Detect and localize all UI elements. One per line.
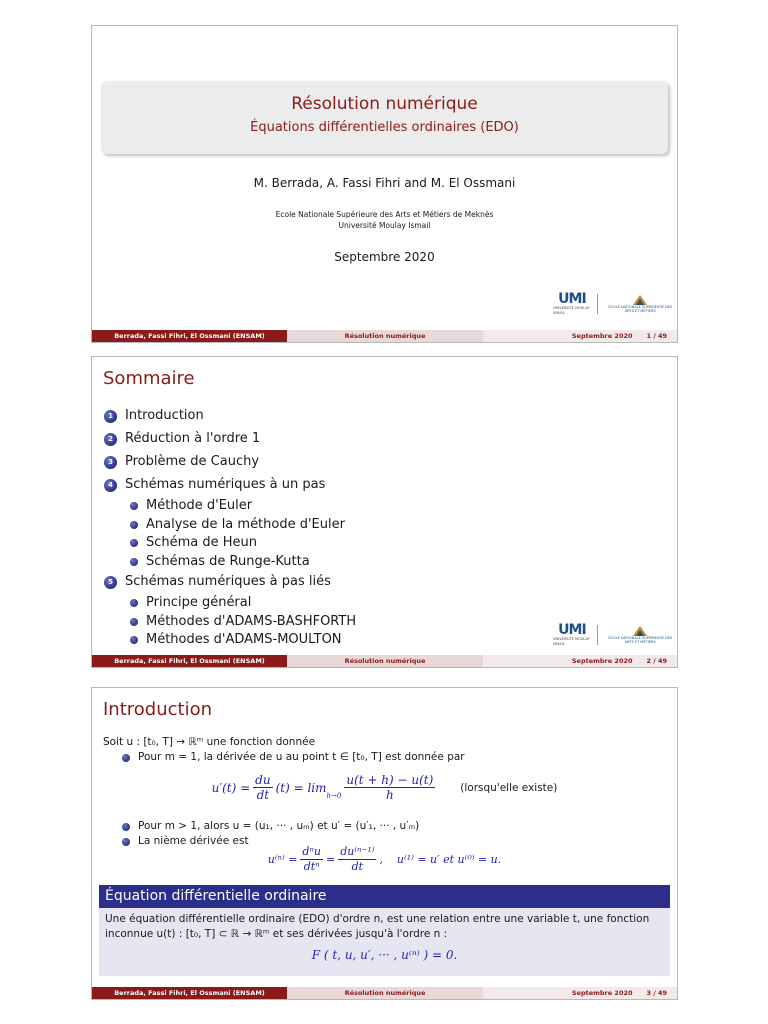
bullet-icon [130,502,138,510]
bullet-icon [130,539,138,547]
ensam-emblem-icon [633,295,647,305]
university-logo [553,292,677,316]
toc-subsection-label: Méthode d'Euler [146,498,253,513]
bullet-icon [130,636,138,644]
institution [92,209,677,231]
slide-title [91,25,678,343]
footer-date: Septembre 2020 [571,332,633,340]
footer-page: 3 / 49 [646,989,667,997]
ensam-emblem-icon [633,626,647,636]
frame-title: Sommaire [103,368,195,389]
bullet-icon [130,558,138,566]
block-title: Équation différentielle ordinaire [99,885,670,908]
umi-mark: UMI [558,291,586,307]
footer-right [483,987,677,999]
eq-denominator: h [385,788,394,802]
presentation-subtitle: Équations différentielles ordinaires (EDO) [250,120,519,135]
toc-section-label: Réduction à l'ordre 1 [125,431,261,447]
eq-numerator: dⁿu [302,845,322,858]
toc-subsection-label: Méthodes d'ADAMS-BASHFORTH [146,613,357,629]
eq-numerator: du⁽ⁿ⁻¹⁾ [340,845,375,858]
bullet-icon [130,618,138,626]
footer-bar [92,655,677,667]
toc-subsection-label: Schéma de Heun [146,535,258,550]
section-number-icon: 5 [104,576,117,589]
toc-section-label: Problème de Cauchy [125,454,260,470]
umi-caption: UNIVERSITÉ MOULAY ISMAÏL [553,306,590,315]
section-number-icon: 2 [104,433,117,446]
institution-line-2: Université Moulay Ismail [338,221,431,230]
section-number-icon: 4 [104,479,117,492]
block-body [99,908,670,976]
toc-section[interactable] [104,428,356,451]
footer-right [483,330,677,342]
logo-divider [597,294,598,314]
bullet-icon [130,599,138,607]
footer-page: 1 / 49 [646,332,667,340]
toc-subsection-label: Schémas de Runge-Kutta [146,553,310,569]
eq-denominator: dt [256,788,270,802]
toc-subsection[interactable] [130,497,356,516]
toc-subsection[interactable] [130,613,356,632]
umi-logo [553,292,591,316]
footer-authors: Berrada, Fassi Fihri, El Ossmani (ENSAM) [92,655,287,667]
eq-denominator: dt [351,860,364,873]
eq-fraction [338,845,376,874]
authors: M. Berrada, A. Fassi Fihri and M. El Ossmani [253,176,516,190]
eq-fraction [253,773,272,802]
footer-bar [92,987,677,999]
eq-limit-sub: h→0 [326,792,342,800]
toc-subsection-label: Méthodes d'ADAMS-MOULTON [146,632,342,647]
umi-logo [553,623,591,647]
block-text: Une équation différentielle ordinaire (EDO) d'ordre n, est une relation entre une variable t, une fonction inconnue u(t) : [t₀, T] ⊂ ℝ → ℝᵐ et ses dérivées jusqu'à l'ordre n : [105,913,650,940]
eq-denominator: dtⁿ [303,860,320,873]
footer-title: Résolution numérique [287,655,483,667]
ensam-caption: ÉCOLE NATIONALE SUPÉRIEURE DES ARTS ET MÉTIERS [608,636,673,644]
footer-authors: Berrada, Fassi Fihri, El Ossmani (ENSAM) [92,330,287,342]
toc-subsection[interactable] [130,631,356,650]
toc-section-label: Introduction [125,408,204,424]
nth-derivative-equation: u⁽ⁿ⁾ = $\frac{\text{dⁿu}}{\text{dtⁿ}}$ = $\frac{\text{du⁽ⁿ⁻¹⁾}}{dt}$ , u⁽¹⁾ = u′ et u⁽⁰⁾ = u. [267,845,502,873]
toc-subsection-label: Principe général [146,595,252,610]
footer-title: Résolution numérique [287,987,483,999]
toc-section[interactable] [104,405,356,428]
toc-section[interactable] [104,451,356,474]
university-logo [553,623,677,647]
bullet-text: Pour m > 1, alors u = (u₁, ··· , uₘ) et u′ = (u′₁, ··· , u′ₘ) [138,820,420,832]
edo-equation: F ( t, u, u′, ··· , u⁽ⁿ⁾ ) = 0. [311,948,458,962]
eq-lhs: u′(t) = [211,780,251,795]
footer-right [483,655,677,667]
presentation-title: Résolution numérique [291,94,478,114]
slide-sommaire [91,356,678,668]
footer-authors: Berrada, Fassi Fihri, El Ossmani (ENSAM) [92,987,287,999]
bullet-icon [130,521,138,529]
section-number-icon: 3 [104,456,117,469]
footer-title: Résolution numérique [287,330,483,342]
eq-fraction [344,773,435,802]
presentation-date: Septembre 2020 [334,250,435,264]
ensam-logo [604,295,677,313]
logo-divider [597,625,598,645]
umi-mark: UMI [558,622,586,638]
toc-section[interactable] [104,474,356,497]
table-of-contents [104,405,356,650]
intro-bullet [122,750,668,765]
eq-limit: (t) = lim [275,780,327,795]
footer-bar [92,330,677,342]
toc-section[interactable] [104,571,356,594]
title-box [101,81,668,154]
toc-subsection[interactable] [130,534,356,553]
ensam-logo [604,626,677,644]
eq-rhs: , u⁽¹⁾ = u′ et u⁽⁰⁾ = u. [379,853,502,866]
eq-numerator: du [255,773,271,787]
bullet-icon [122,754,130,762]
ensam-caption: ÉCOLE NATIONALE SUPÉRIEURE DES ARTS ET MÉTIERS [608,305,673,313]
toc-subsection-label: Analyse de la méthode d'Euler [146,516,345,532]
eq-note: (lorsqu'elle existe) [460,781,558,794]
footer-date: Septembre 2020 [571,657,633,665]
eq-numerator: u(t + h) − u(t) [346,773,434,787]
toc-section-label: Schémas numériques à pas liés [125,574,331,590]
eq-lhs: u⁽ⁿ⁾ = [267,853,298,866]
toc-subsection[interactable] [130,516,356,535]
eq-fraction [300,845,323,874]
toc-subsection[interactable] [130,553,356,572]
bullet-icon [122,823,130,831]
footer-date: Septembre 2020 [571,989,633,997]
section-number-icon: 1 [104,410,117,423]
toc-section-label: Schémas numériques à un pas [125,477,326,493]
intro-text [103,735,668,765]
definition-block [99,885,670,976]
intro-line: Soit u : [t₀, T] → ℝᵐ une fonction donnée [103,736,316,748]
toc-subsection[interactable] [130,594,356,613]
umi-caption: UNIVERSITÉ MOULAY ISMAÏL [553,637,590,646]
bullet-text: Pour m = 1, la dérivée de u au point t ∈ [t₀, T] est donnée par [138,751,465,763]
derivative-equation [92,773,677,802]
footer-page: 2 / 49 [646,657,667,665]
intro-bullet [122,819,419,834]
frame-title: Introduction [103,699,213,720]
institution-line-1: Ecole Nationale Supérieure des Arts et Métiers de Meknès [275,210,494,219]
slide-introduction [91,687,678,1000]
bullet-text: La nième dérivée est [138,835,249,847]
